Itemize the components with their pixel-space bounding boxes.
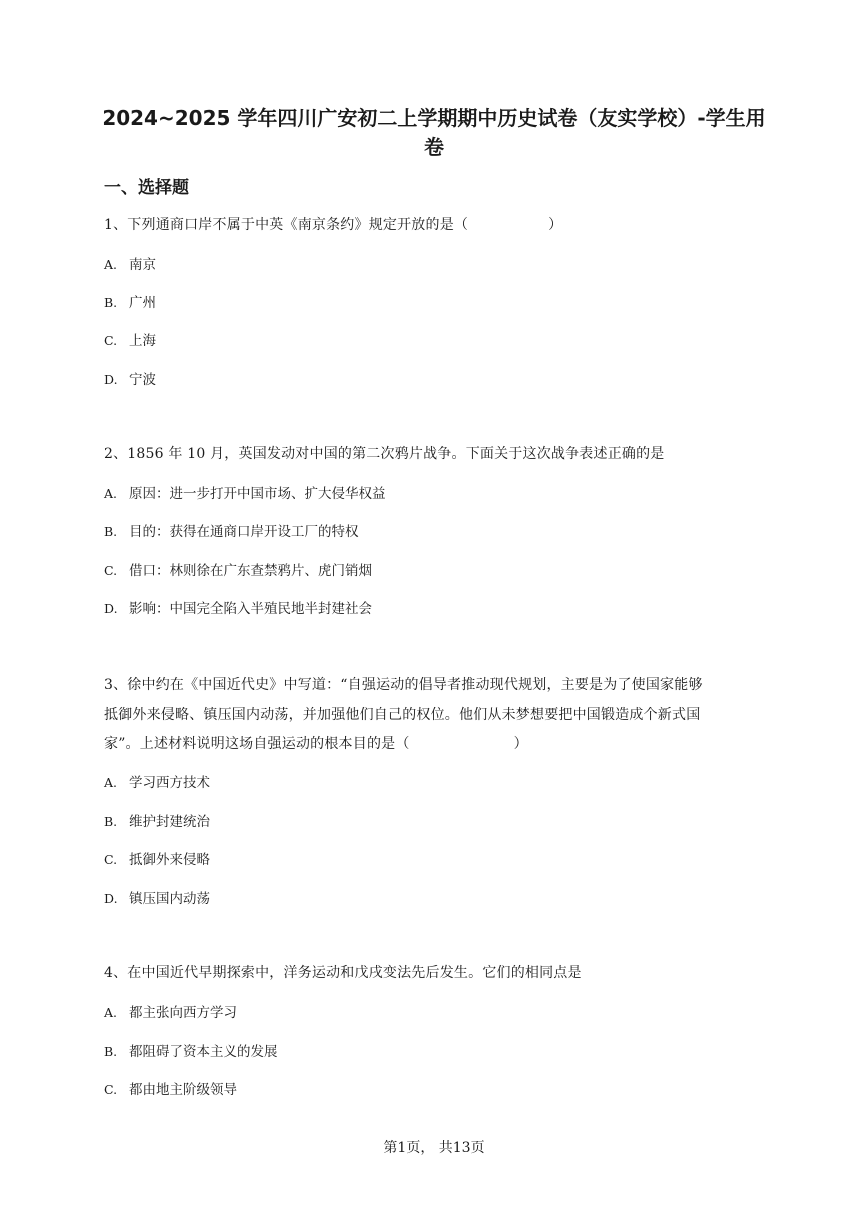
- question-1-option-d: D. 宁波: [104, 372, 156, 388]
- question-1-option-b: B. 广州: [104, 295, 156, 311]
- question-4-stem: 4、在中国近代早期探索中，洋务运动和戊戌变法先后发生。它们的相同点是: [104, 965, 582, 981]
- document-title: 2024~2025 学年四川广安初二上学期期中历史试卷（友实学校）-学生用卷: [102, 106, 766, 159]
- question-3-option-a: A. 学习西方技术: [104, 775, 210, 791]
- question-3-option-c: C. 抵御外来侵略: [104, 852, 210, 868]
- question-4-option-c: C. 都由地主阶级领导: [104, 1082, 237, 1098]
- question-3-stem-line-3: [104, 731, 764, 758]
- question-4-option-b: B. 都阻碍了资本主义的发展: [104, 1044, 278, 1060]
- question-3-stem-line-1: 3、徐中约在《中国近代史》中写道：“自强运动的倡导者推动现代规划，主要是为了使国家能够: [104, 677, 703, 693]
- question-2-option-b: B. 目的：获得在通商口岸开设工厂的特权: [104, 524, 359, 540]
- question-2-option-a: A. 原因：进一步打开中国市场、扩大侵华权益: [104, 486, 386, 502]
- question-1-option-c: C. 上海: [104, 333, 156, 349]
- page-number-footer: 第1页， 共13页: [383, 1140, 485, 1156]
- question-3-text: 家”。上述材料说明这场自强运动的根本目的是（: [104, 736, 410, 752]
- question-1-close-paren: ）: [548, 217, 563, 233]
- question-1-text: 1、下列通商口岸不属于中英《南京条约》规定开放的是（: [104, 217, 469, 233]
- question-2-option-d: D. 影响：中国完全陷入半殖民地半封建社会: [104, 601, 372, 617]
- question-2-option-c: C. 借口：林则徐在广东查禁鸦片、虎门销烟: [104, 563, 372, 579]
- question-3-option-d: D. 镇压国内动荡: [104, 891, 210, 907]
- question-2-stem: 2、1856 年 10 月，英国发动对中国的第二次鸦片战争。下面关于这次战争表述正确的是: [104, 446, 665, 462]
- question-3-option-b: B. 维护封建统治: [104, 814, 210, 830]
- question-4-option-a: A. 都主张向西方学习: [104, 1005, 237, 1021]
- section-heading: 一、选择题: [104, 178, 189, 198]
- question-1-option-a: A. 南京: [104, 257, 156, 273]
- question-3-close-paren: ）: [513, 736, 528, 752]
- question-1-stem: [104, 212, 764, 239]
- question-3-stem-line-2: 抵御外来侵略、镇压国内动荡，并加强他们自己的权位。他们从未梦想要把中国锻造成个新式国: [104, 707, 701, 723]
